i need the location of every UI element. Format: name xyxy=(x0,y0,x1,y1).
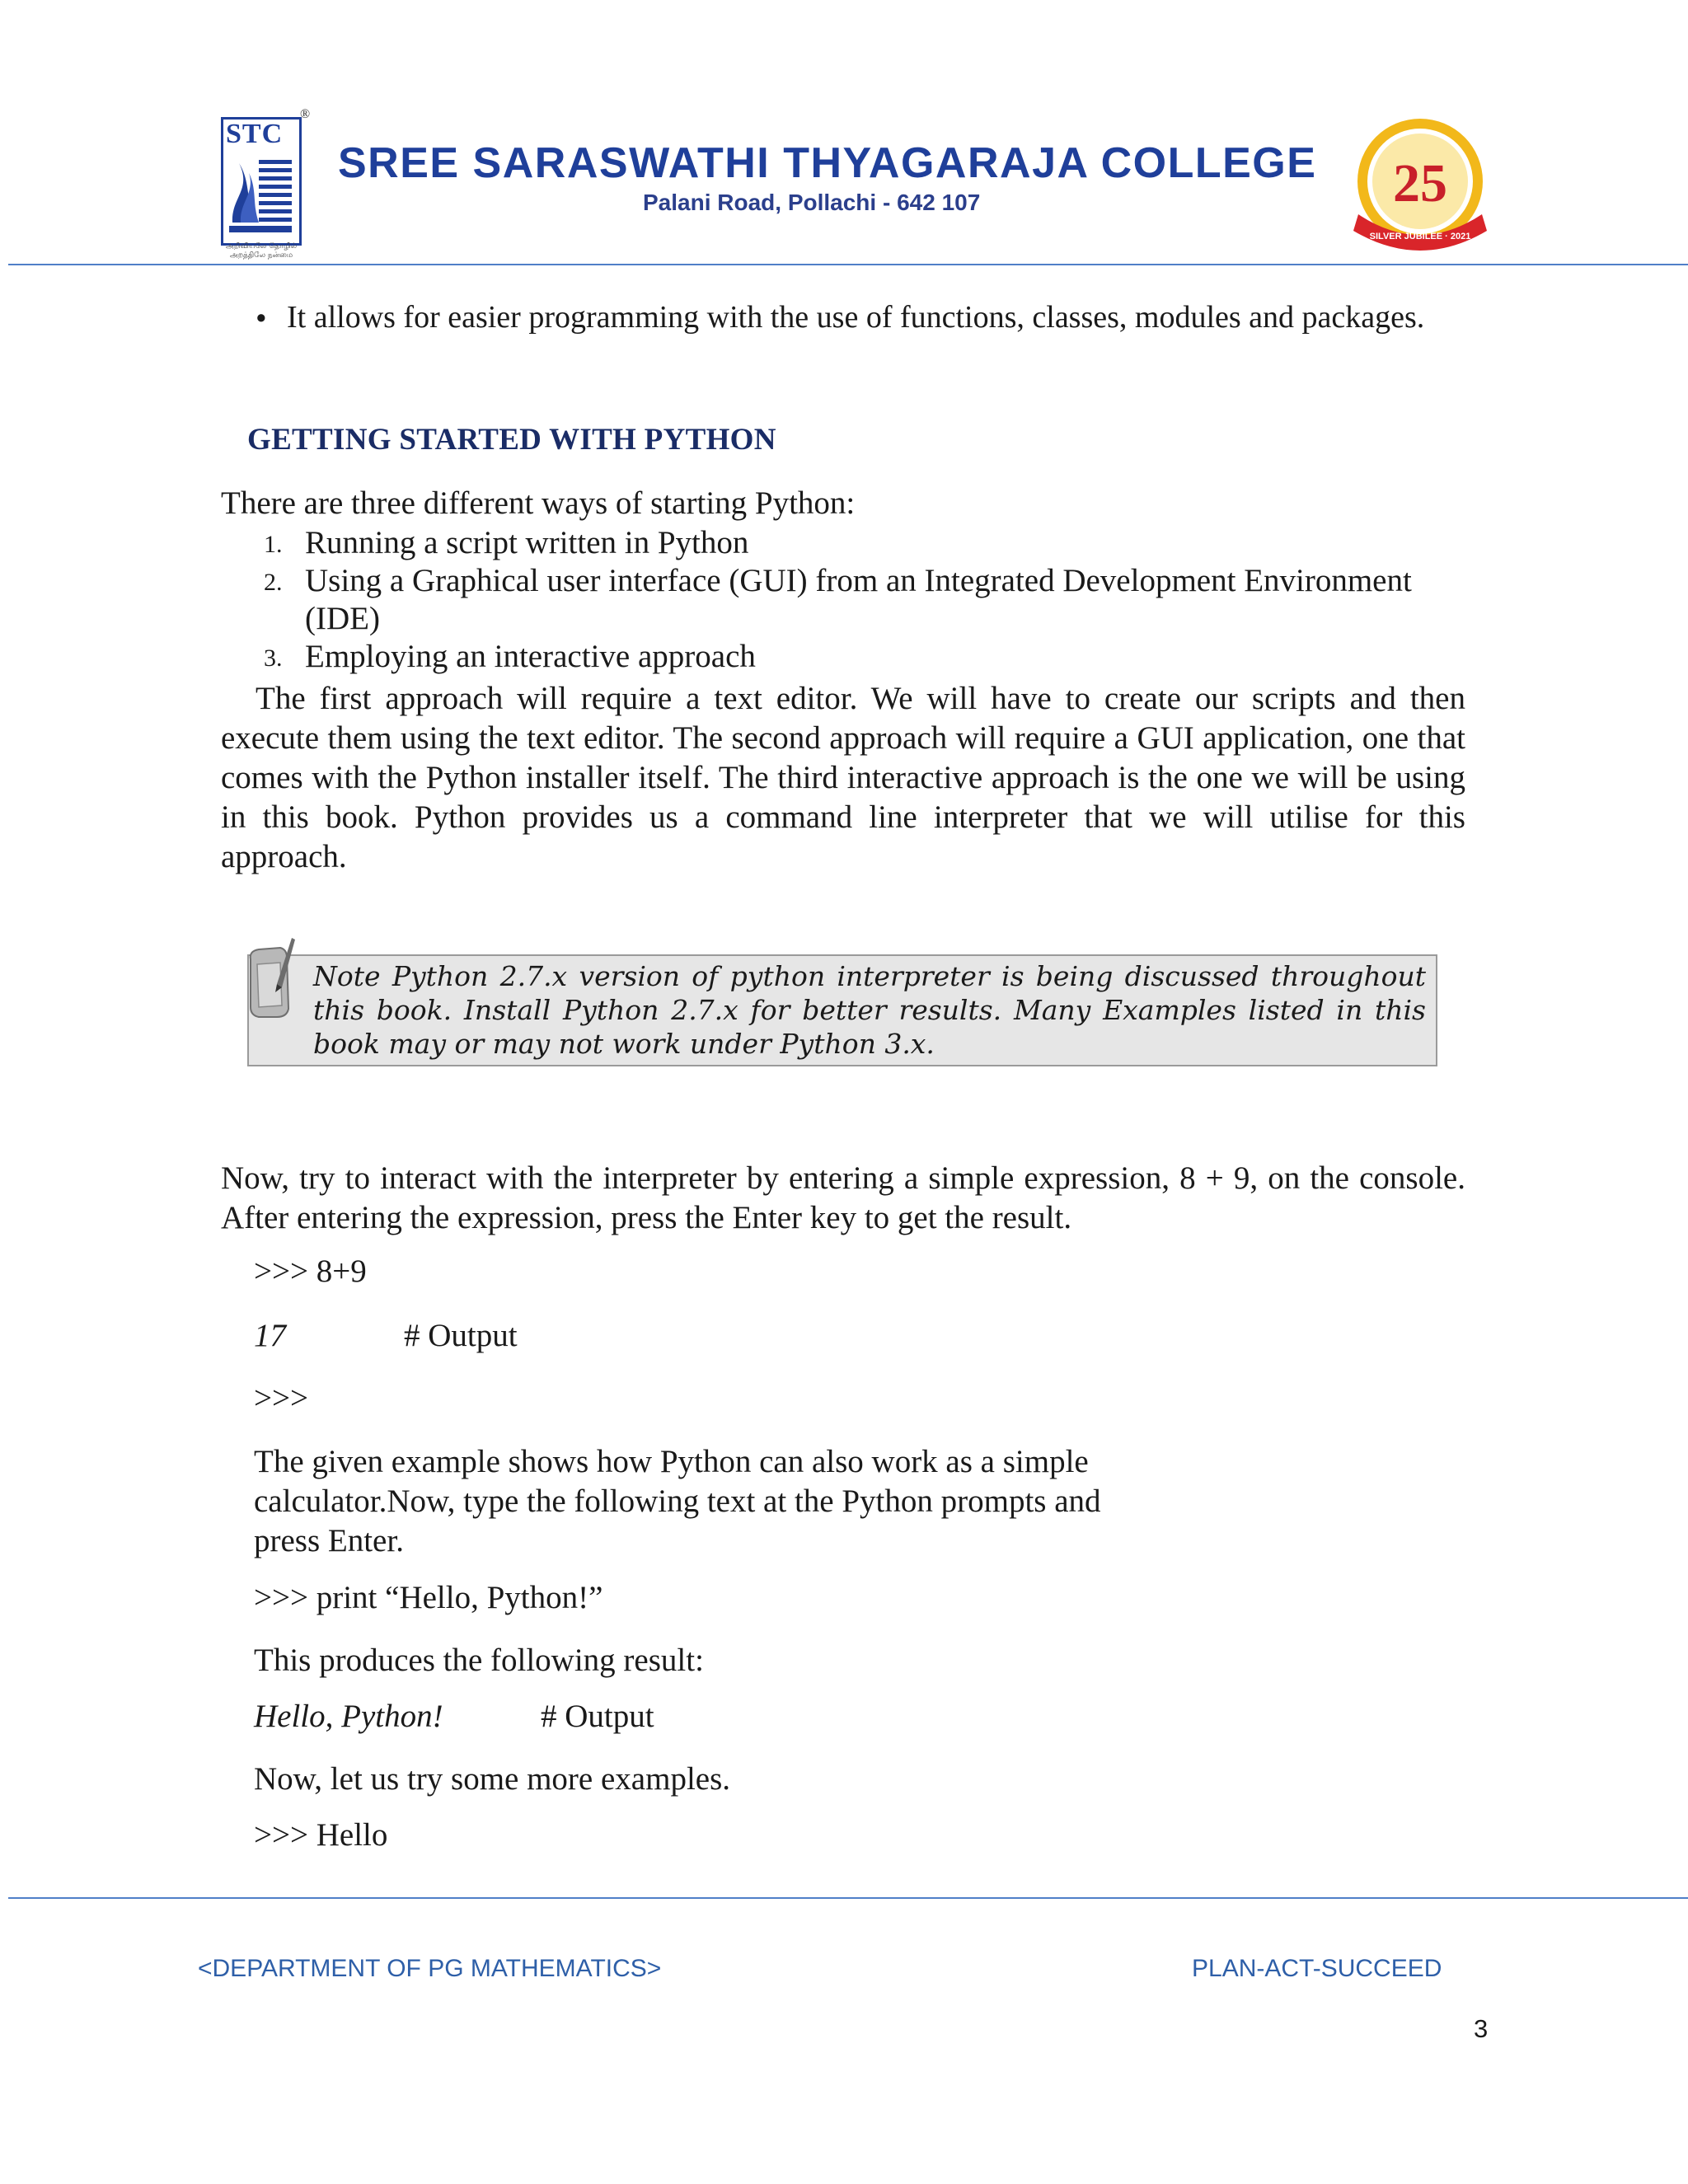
stc-logo-motto: அறிவியலே தொழில் அறத்திலே நன்மை xyxy=(225,242,298,260)
code-line: >>> 8+9 xyxy=(254,1254,367,1289)
jubilee-number: 25 xyxy=(1393,153,1447,213)
bullet-marker: • xyxy=(256,301,267,336)
footer-motto: PLAN-ACT-SUCCEED xyxy=(1192,1955,1442,1982)
more-examples-sentence: Now, let us try some more examples. xyxy=(254,1761,731,1797)
empty-prompt: >>> xyxy=(254,1380,308,1416)
page-number: 3 xyxy=(1474,2014,1489,2043)
ways-list xyxy=(264,524,1475,676)
output-comment: # Output xyxy=(541,1699,654,1734)
code-line: >>> Hello xyxy=(254,1817,388,1853)
interpreter-paragraph: Now, try to interact with the interpreter by entering a simple expression, 8 + 9, on the console. After entering the expression, press the Enter key to get the result. xyxy=(221,1160,1465,1235)
bullet-item: It allows for easier programming with the use of functions, classes, modules and packages. xyxy=(287,300,1425,335)
list-item xyxy=(264,562,1475,638)
page-header xyxy=(0,0,1688,268)
list-number: 1. xyxy=(264,531,283,558)
note-text: Note Python 2.7.x version of python interpreter is being discussed throughout this book. Install Python 2.7.x for better results. Many Examples listed in this book may or may not work under Python 3.x. xyxy=(313,960,1426,1060)
section-heading: GETTING STARTED WITH PYTHON xyxy=(247,423,776,457)
stc-logo xyxy=(221,107,311,261)
footer-department: <DEPARTMENT OF PG MATHEMATICS> xyxy=(198,1955,662,1982)
calculator-paragraph: The given example shows how Python can also work as a simple calculator.Now, type the following text at the Python prompts and press Enter. xyxy=(254,1444,1101,1558)
college-name: SREE SARASWATHI THYAGARAJA COLLEGE xyxy=(338,139,1317,187)
output-value: 17 xyxy=(254,1318,286,1353)
footer-divider xyxy=(8,1897,1688,1899)
list-item xyxy=(264,638,1475,676)
list-number: 3. xyxy=(264,644,283,672)
list-text: Running a script written in Python xyxy=(305,525,749,560)
list-number: 2. xyxy=(264,569,283,596)
silver-jubilee-emblem-icon xyxy=(1342,115,1498,255)
note-pencil-icon xyxy=(244,935,297,1025)
list-text: Employing an interactive approach xyxy=(305,639,756,674)
list-text: Using a Graphical user interface (GUI) from an Integrated Development Environment (IDE) xyxy=(305,563,1412,636)
intro-sentence: There are three different ways of starting Python: xyxy=(221,485,856,521)
stc-emblem-icon xyxy=(227,157,293,236)
list-item xyxy=(264,524,1475,562)
stc-logo-text: STC xyxy=(226,119,284,149)
college-address: Palani Road, Pollachi - 642 107 xyxy=(643,190,981,215)
jubilee-text: SILVER JUBILEE · 2021 xyxy=(1369,232,1471,241)
result-intro: This produces the following result: xyxy=(254,1643,704,1678)
output-comment: # Output xyxy=(404,1318,518,1353)
header-divider xyxy=(8,264,1688,265)
registered-mark: ® xyxy=(300,107,311,121)
approaches-paragraph: The first approach will require a text editor. We will have to create our scripts and then execute them using the text editor. The second approach will require a GUI application, one that comes with the Python installer itself. The third interactive approach is the one we will be using in this book. Python provides us a command line interpreter that we will utilise for this approach. xyxy=(221,681,1465,874)
output-value: Hello, Python! xyxy=(254,1699,443,1734)
code-line: >>> print “Hello, Python!” xyxy=(254,1580,603,1615)
